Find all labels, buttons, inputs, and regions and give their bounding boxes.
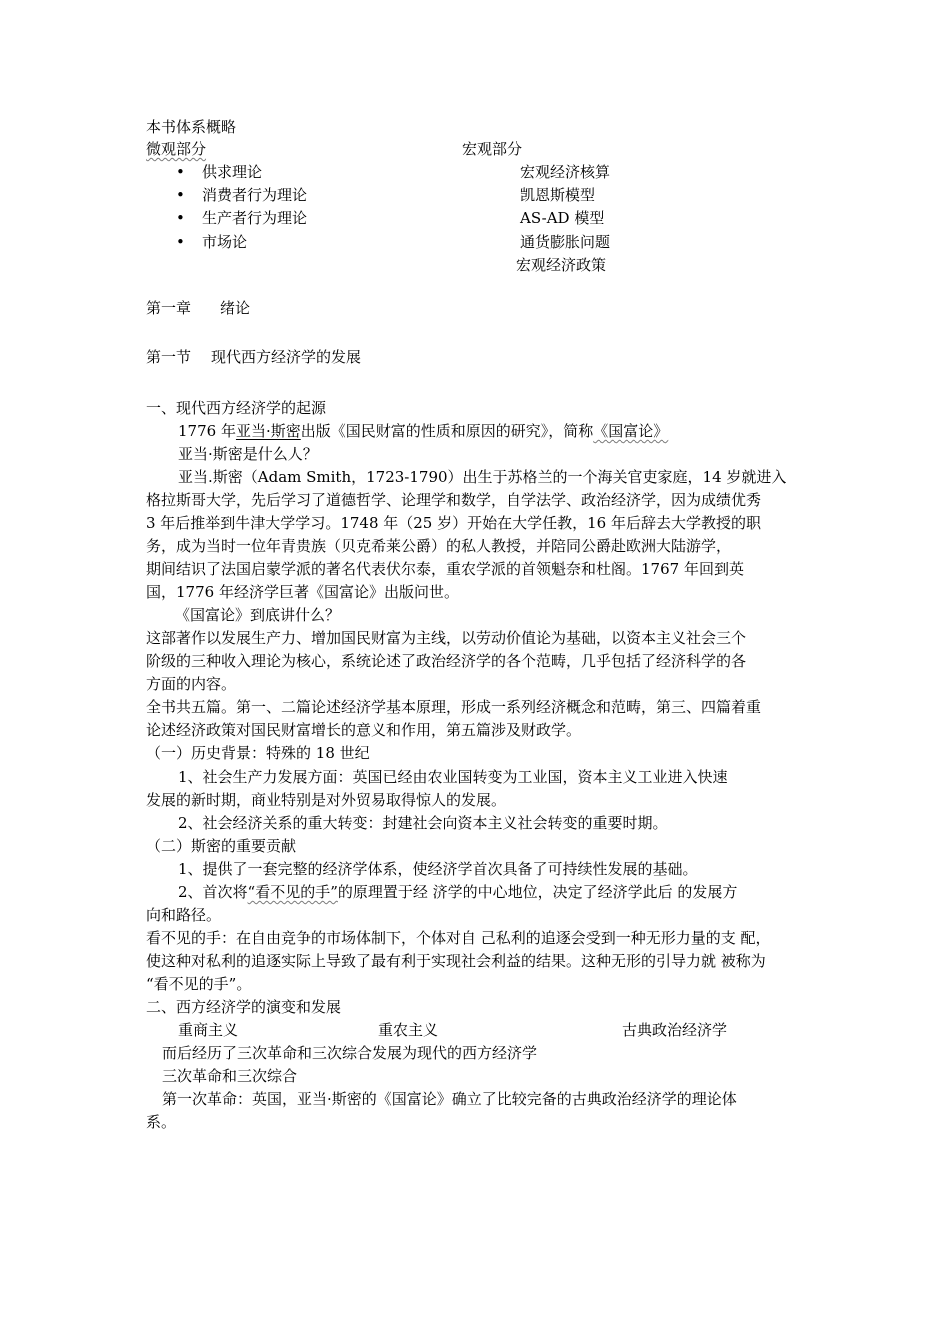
bullet-icon: •: [176, 163, 185, 181]
contribution-line: 向和路径。: [146, 906, 222, 924]
bio-line: 期间结识了法国启蒙学派的著名代表伏尔泰，重农学派的首领魁奈和杜阁。1767 年回到英: [146, 560, 744, 578]
micro-item: 市场论: [202, 233, 248, 251]
content-line: 这部著作以发展生产力、增加国民财富为主线，以劳动价值论为基础，以资本主义社会三个: [146, 629, 747, 647]
invisible-hand-quote: “看不见的手”: [247, 883, 338, 901]
invisible-hand-line: 使这种对私利的追逐实际上导致了最有利于实现社会利益的结果。这种无形的引导力就 被称为: [146, 952, 766, 970]
macro-item: AS-AD 模型: [520, 209, 605, 227]
origin-publish: 出版《国民财富的性质和原因的研究》，简称: [300, 422, 594, 440]
school-name: 古典政治经济学: [622, 1021, 728, 1039]
macro-item: 宏观经济核算: [520, 163, 611, 181]
school-name: 重农主义: [378, 1021, 439, 1039]
content-line: 论述经济政策对国民财富增长的意义和作用，第五篇涉及财政学。: [146, 721, 582, 739]
macro-item: 宏观经济政策: [516, 256, 607, 274]
background-heading: （一）历史背景：特殊的 18 世纪: [146, 744, 370, 762]
contribution-line: 1、提供了一套完整的经济学体系，使经济学首次具备了可持续性发展的基础。: [178, 860, 698, 878]
micro-item: 消费者行为理论: [202, 186, 308, 204]
bio-line: 3 年后推举到牛津大学学习。1748 年（25 岁）开始在大学任教，16 年后辞去大学教授的职: [146, 514, 761, 532]
bio-line: 务，成为当时一位年青贵族（贝克希莱公爵）的私人教授，并陪同公爵赴欧洲大陆游学，: [146, 537, 732, 555]
bio-line: 国，1776 年经济学巨著《国富论》出版问世。: [146, 583, 459, 601]
adam-smith-name: 亚当·斯密: [235, 422, 301, 440]
question-who: 亚当·斯密是什么人？: [178, 445, 318, 463]
section-title: 现代西方经济学的发展: [211, 348, 362, 366]
background-line: 2、社会经济关系的重大转变：封建社会向资本主义社会转变的重要时期。: [178, 814, 668, 832]
book-short-name: 《国富论》: [593, 422, 669, 440]
content-line: 方面的内容。: [146, 675, 237, 693]
micro-item: 生产者行为理论: [202, 209, 308, 227]
micro-item: 供求理论: [202, 163, 263, 181]
origin-year: 1776 年: [178, 422, 236, 440]
first-revolution-line: 第一次革命：英国，亚当·斯密的《国富论》确立了比较完备的古典政治经济学的理论体: [162, 1090, 737, 1108]
first-revolution-line: 系。: [146, 1113, 177, 1131]
content-line: 全书共五篇。第一、二篇论述经济学基本原理，形成一系列经济概念和范畴，第三、四篇着重: [146, 698, 762, 716]
macro-item: 通货膨胀问题: [520, 233, 611, 251]
contribution-line: [178, 881, 737, 903]
chapter-label: 第一章: [146, 299, 192, 317]
chapter-title: 绪论: [220, 299, 251, 317]
macro-item: 凯恩斯模型: [520, 186, 596, 204]
question-what: 《国富论》到底讲什么？: [175, 606, 341, 624]
bio-line: 亚当.斯密（Adam Smith，1723-1790）出生于苏格兰的一个海关官吏家庭，14 岁就进入: [178, 468, 787, 486]
bullet-icon: •: [176, 209, 185, 227]
bullet-icon: •: [176, 233, 185, 251]
background-line: 1、社会生产力发展方面：英国已经由农业国转变为工业国，资本主义工业进入快速: [178, 768, 728, 786]
invisible-hand-line: “看不见的手”。: [146, 975, 252, 993]
contribution-heading: （二）斯密的重要贡献: [146, 837, 297, 855]
evolution-line: 三次革命和三次综合: [162, 1067, 298, 1085]
bio-line: 格拉斯哥大学，先后学习了道德哲学、论理学和数学，自学法学、政治经济学，因为成绩优秀: [146, 491, 762, 509]
invisible-hand-line: 看不见的手：在自由竞争的市场体制下，个体对自 己私利的追逐会受到一种无形力量的支 配，: [146, 929, 771, 947]
contribution-prefix: 2、首次将: [178, 883, 248, 901]
part2-heading: 二、西方经济学的演变和发展: [146, 998, 342, 1016]
outline-title: 本书体系概略: [146, 118, 237, 136]
section-label: 第一节: [146, 348, 192, 366]
macro-heading: 宏观部分: [462, 140, 523, 158]
bullet-icon: •: [176, 186, 185, 204]
origin-line: [178, 420, 668, 442]
evolution-line: 而后经历了三次革命和三次综合发展为现代的西方经济学: [162, 1044, 538, 1062]
content-line: 阶级的三种收入理论为核心，系统论述了政治经济学的各个范畴，几乎包括了经济科学的各: [146, 652, 747, 670]
school-name: 重商主义: [178, 1021, 239, 1039]
part1-heading: 一、现代西方经济学的起源: [146, 399, 327, 417]
micro-heading: 微观部分: [146, 140, 207, 158]
background-line: 发展的新时期，商业特别是对外贸易取得惊人的发展。: [146, 791, 507, 809]
contribution-rest: 的原理置于经 济学的中心地位，决定了经济学此后 的发展方: [337, 883, 738, 901]
